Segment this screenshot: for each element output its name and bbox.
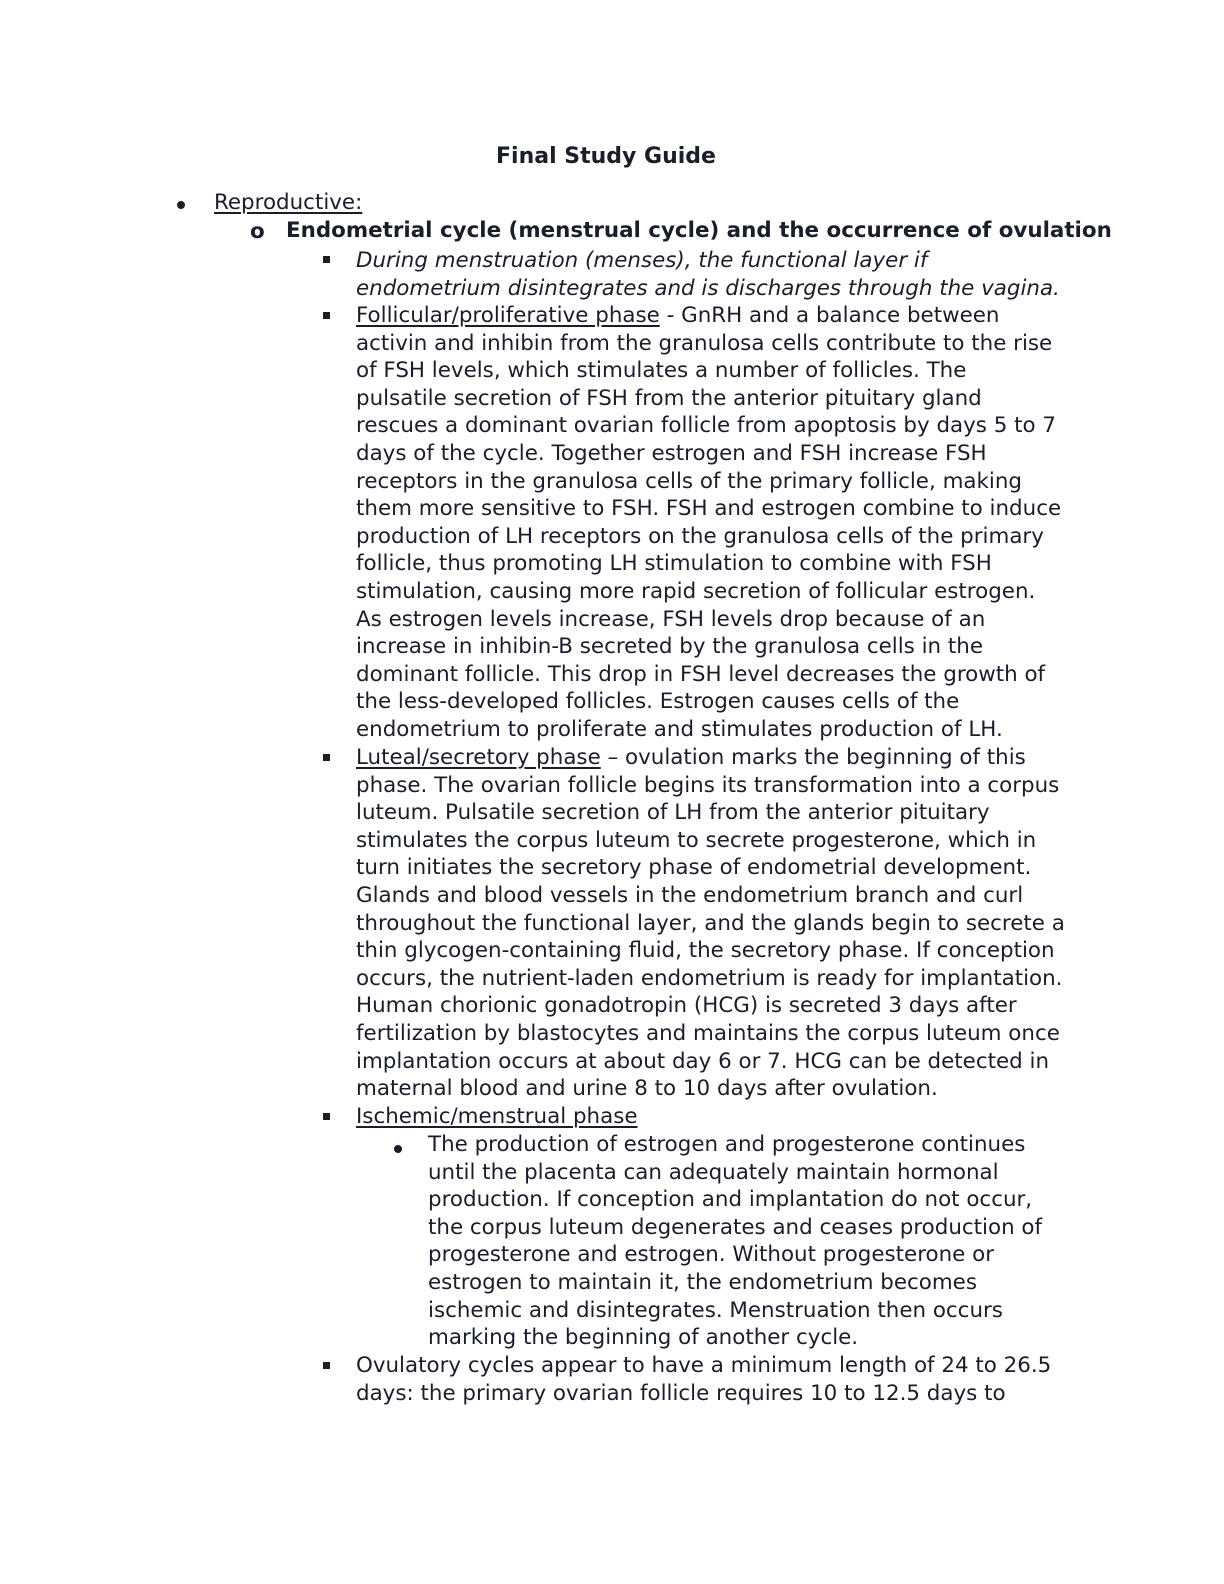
item-line: follicle, thus promoting LH stimulation to combine with FSH: [356, 551, 992, 577]
square-bullet-icon: [323, 1362, 330, 1369]
item-line: of FSH levels, which stimulates a number of follicles. The: [356, 358, 967, 384]
item-line: them more sensitive to FSH. FSH and estrogen combine to induce: [356, 496, 1062, 522]
hollow-bullet-icon: o: [250, 219, 265, 244]
item-line: progesterone and estrogen. Without progesterone or: [428, 1242, 995, 1268]
item-line: dominant follicle. This drop in FSH level decreases the growth of: [356, 661, 1046, 687]
item-line: stimulates the corpus luteum to secrete progesterone, which in: [356, 827, 1037, 853]
item-line: ischemic and disintegrates. Menstruation then occurs: [428, 1297, 1003, 1323]
section-heading: Reproductive:: [214, 190, 363, 215]
item-line: Glands and blood vessels in the endometrium branch and curl: [356, 882, 1024, 908]
bullet-dot-icon: [177, 201, 185, 209]
list-item: [356, 1103, 638, 1131]
item-line: The production of estrogen and progesterone continues: [428, 1132, 1026, 1157]
item-line: As estrogen levels increase, FSH levels drop because of an: [356, 606, 986, 632]
item-line: phase. The ovarian follicle begins its transformation into a corpus: [356, 772, 1060, 798]
subsection-heading: Endometrial cycle (menstrual cycle) and the occurrence of ovulation: [286, 218, 1112, 243]
item-line: – ovulation marks the beginning of this: [600, 745, 1026, 770]
square-bullet-icon: [323, 754, 330, 761]
item-line: thin glycogen-containing fluid, the secretory phase. If conception: [356, 938, 1055, 964]
bullet-dot-icon: [394, 1145, 402, 1153]
phase-label: Luteal/secretory phase: [356, 745, 601, 770]
item-line: receptors in the granulosa cells of the primary follicle, making: [356, 468, 1022, 494]
list-item: [356, 744, 1065, 1103]
item-line: During menstruation (menses), the functional layer if: [356, 248, 928, 273]
square-bullet-icon: [323, 1113, 330, 1120]
list-item: [356, 1352, 1051, 1407]
item-line: endometrium disintegrates and is discharges through the vagina.: [356, 275, 1060, 301]
item-line: turn initiates the secretory phase of endometrial development.: [356, 855, 1032, 881]
list-item: [356, 302, 1061, 744]
item-line: endometrium to proliferate and stimulates production of LH.: [356, 716, 1003, 742]
item-line: days of the cycle. Together estrogen and FSH increase FSH: [356, 440, 987, 466]
item-line: fertilization by blastocytes and maintains the corpus luteum once: [356, 1020, 1060, 1046]
phase-label: Follicular/proliferative phase: [356, 303, 660, 328]
item-line: implantation occurs at about day 6 or 7. HCG can be detected in: [356, 1048, 1050, 1074]
item-line: maternal blood and urine 8 to 10 days after ovulation.: [356, 1076, 938, 1102]
item-line: marking the beginning of another cycle.: [428, 1325, 859, 1351]
item-line: luteum. Pulsatile secretion of LH from the anterior pituitary: [356, 800, 990, 826]
item-line: occurs, the nutrient-laden endometrium is ready for implantation.: [356, 965, 1063, 991]
item-line: pulsatile secretion of FSH from the anterior pituitary gland: [356, 385, 982, 411]
item-line: days: the primary ovarian follicle requires 10 to 12.5 days to: [356, 1380, 1006, 1406]
item-line: stimulation, causing more rapid secretion of follicular estrogen.: [356, 578, 1036, 604]
item-line: the corpus luteum degenerates and ceases production of: [428, 1214, 1043, 1240]
item-line: increase in inhibin-B secreted by the granulosa cells in the: [356, 634, 984, 660]
list-item: [356, 247, 1060, 302]
item-line: production of LH receptors on the granulosa cells of the primary: [356, 523, 1044, 549]
square-bullet-icon: [323, 256, 330, 263]
item-line: rescues a dominant ovarian follicle from apoptosis by days 5 to 7: [356, 413, 1057, 439]
item-line: Ovulatory cycles appear to have a minimum length of 24 to 26.5: [356, 1353, 1052, 1378]
item-line: estrogen to maintain it, the endometrium becomes: [428, 1269, 977, 1295]
phase-label: Ischemic/menstrual phase: [356, 1104, 638, 1129]
item-line: throughout the functional layer, and the glands begin to secrete a: [356, 910, 1065, 936]
item-line: until the placenta can adequately maintain hormonal: [428, 1159, 999, 1185]
sub-list-item: [428, 1131, 1042, 1352]
item-line: - GnRH and a balance between: [659, 303, 1000, 328]
item-line: activin and inhibin from the granulosa cells contribute to the rise: [356, 330, 1053, 356]
item-line: production. If conception and implantation do not occur,: [428, 1187, 1033, 1213]
item-line: the less-developed follicles. Estrogen causes cells of the: [356, 689, 960, 715]
page-title: Final Study Guide: [496, 144, 716, 169]
square-bullet-icon: [323, 312, 330, 319]
item-line: Human chorionic gonadotropin (HCG) is secreted 3 days after: [356, 993, 1017, 1019]
